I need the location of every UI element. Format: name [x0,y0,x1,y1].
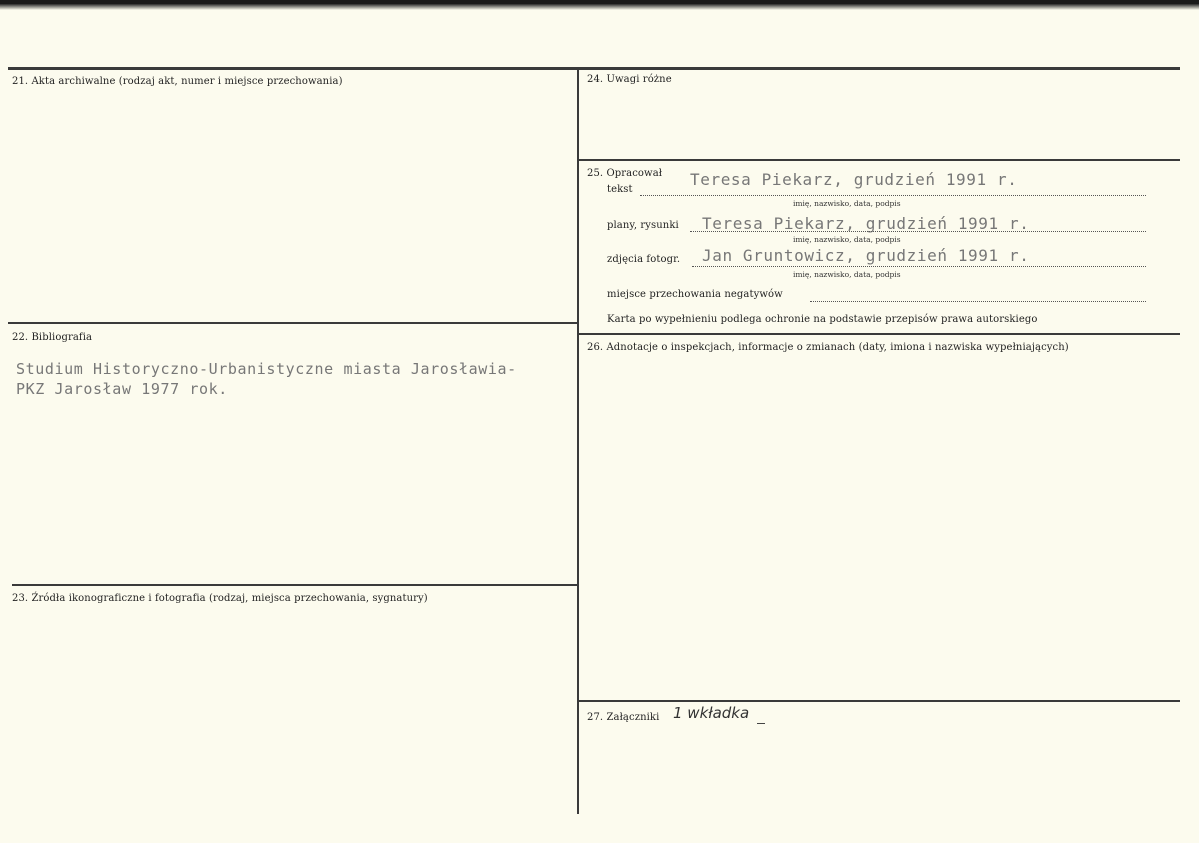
plany-value: Teresa Piekarz, grudzień 1991 r. [702,214,1030,233]
tekst-label: tekst [607,184,633,195]
tekst-caption: imię, nazwisko, data, podpis [793,199,901,208]
record-card [0,4,1199,843]
zdjecia-caption: imię, nazwisko, data, podpis [793,270,901,279]
right-rule-26 [579,333,1180,335]
section-26-label: 26. Adnotacje o inspekcjach, informacje o zmianach (daty, imiona i nazwiska wypełniających) [587,342,1069,353]
bibliography-line-2: PKZ Jarosław 1977 rok. [16,380,228,398]
right-rule-25 [579,159,1180,161]
left-rule-22 [8,322,577,324]
section-27-label: 27. Załączniki [587,712,660,723]
section-24-label: 24. Uwagi różne [587,74,672,85]
tekst-dotted-line [640,195,1146,196]
attachments-underline [757,723,765,724]
card-top-edge [0,4,1199,10]
zdjecia-value: Jan Gruntowicz, grudzień 1991 r. [702,246,1030,265]
zdjecia-dotted-line [692,266,1146,267]
zdjecia-label: zdjęcia fotogr. [607,254,681,265]
left-rule-23 [12,584,577,586]
section-22-label: 22. Bibliografia [12,332,93,343]
plany-label: plany, rysunki [607,220,679,231]
right-rule-27 [579,700,1180,702]
tekst-value: Teresa Piekarz, grudzień 1991 r. [690,170,1018,189]
attachments-value: 1 wkładka [673,704,750,722]
bibliography-line-1: Studium Historyczno-Urbanistyczne miasta Jarosławia- [16,360,517,378]
plany-caption: imię, nazwisko, data, podpis [793,235,901,244]
section-21-label: 21. Akta archiwalne (rodzaj akt, numer i miejsce przechowania) [12,76,343,87]
section-25-label: 25. Opracował [587,168,663,179]
top-rule [8,67,1180,70]
copyright-note: Karta po wypełnieniu podlega ochronie na podstawie przepisów prawa autorskiego [607,314,1038,325]
negatywy-label: miejsce przechowania negatywów [607,289,783,300]
plany-dotted-line [690,231,1146,232]
negatywy-dotted-line [810,301,1146,302]
section-23-label: 23. Źródła ikonograficzne i fotografia (rodzaj, miejsca przechowania, sygnatury) [12,593,428,604]
